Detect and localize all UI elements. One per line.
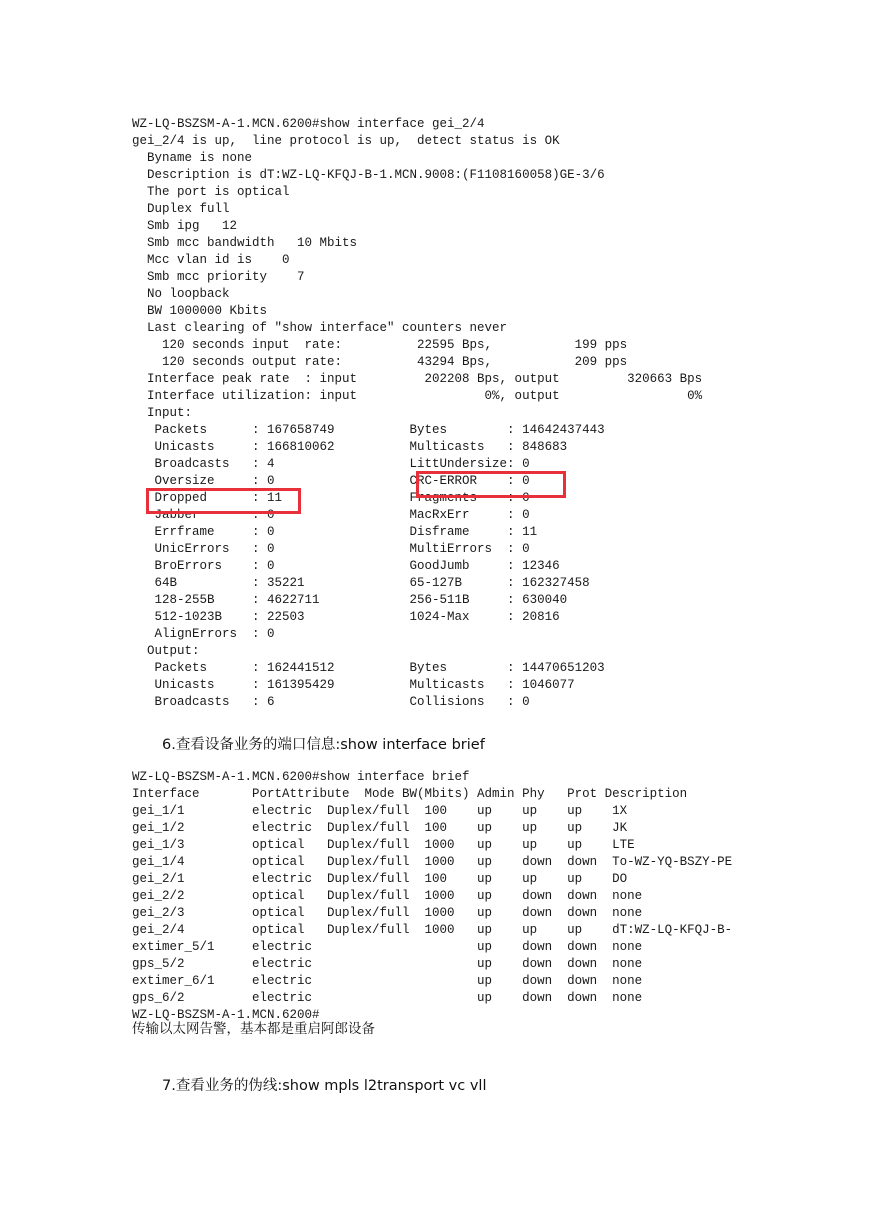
crc-error-highlight-box bbox=[416, 471, 566, 498]
terminal-line: gei_2/4 is up, line protocol is up, detect status is OK bbox=[132, 134, 560, 148]
terminal-line: Interface PortAttribute Mode BW(Mbits) Admin Phy Prot Description bbox=[132, 787, 688, 801]
show-interface-output bbox=[132, 116, 702, 711]
terminal-line: Mcc vlan id is 0 bbox=[132, 253, 290, 267]
terminal-line: gps_6/2 electric up down down none bbox=[132, 991, 643, 1005]
terminal-line: The port is optical bbox=[132, 185, 290, 199]
terminal-line: WZ-LQ-BSZSM-A-1.MCN.6200#show interface brief bbox=[132, 770, 470, 784]
terminal-line: Dropped : 11 Fragments : 0 bbox=[132, 491, 530, 505]
terminal-line: 128-255B : 4622711 256-511B : 630040 bbox=[132, 593, 568, 607]
terminal-line: Oversize : 0 CRC-ERROR : 0 bbox=[132, 474, 530, 488]
step-7-heading: 7.查看业务的伪线:show mpls l2transport vc vll bbox=[162, 1078, 487, 1094]
terminal-line: WZ-LQ-BSZSM-A-1.MCN.6200#show interface gei_2/4 bbox=[132, 117, 485, 131]
terminal-line: 120 seconds input rate: 22595 Bps, 199 pps bbox=[132, 338, 628, 352]
terminal-line: No loopback bbox=[132, 287, 230, 301]
terminal-line: Smb mcc bandwidth 10 Mbits bbox=[132, 236, 358, 250]
terminal-line: Interface utilization: input 0%, output 0% bbox=[132, 389, 703, 403]
terminal-line: BroErrors : 0 GoodJumb : 12346 bbox=[132, 559, 560, 573]
terminal-line: gei_2/3 optical Duplex/full 1000 up down down none bbox=[132, 906, 643, 920]
terminal-line: Broadcasts : 4 LittUndersize: 0 bbox=[132, 457, 530, 471]
show-interface-brief-output bbox=[132, 769, 733, 1022]
terminal-line: Last clearing of "show interface" counters never bbox=[132, 321, 508, 335]
terminal-line: gps_5/2 electric up down down none bbox=[132, 957, 643, 971]
terminal-line: Unicasts : 161395429 Multicasts : 1046077 bbox=[132, 678, 575, 692]
terminal-line: 64B : 35221 65-127B : 162327458 bbox=[132, 576, 590, 590]
terminal-line: Byname is none bbox=[132, 151, 253, 165]
terminal-line: Smb mcc priority 7 bbox=[132, 270, 305, 284]
terminal-line: 120 seconds output rate: 43294 Bps, 209 pps bbox=[132, 355, 628, 369]
terminal-line: extimer_5/1 electric up down down none bbox=[132, 940, 643, 954]
terminal-line: gei_2/4 optical Duplex/full 1000 up up up dT:WZ-LQ-KFQJ-B- bbox=[132, 923, 733, 937]
terminal-line: Errframe : 0 Disframe : 11 bbox=[132, 525, 538, 539]
terminal-line: Description is dT:WZ-LQ-KFQJ-B-1.MCN.9008:(F1108160058)GE-3/6 bbox=[132, 168, 605, 182]
terminal-line: Packets : 162441512 Bytes : 14470651203 bbox=[132, 661, 605, 675]
terminal-line: UnicErrors : 0 MultiErrors : 0 bbox=[132, 542, 530, 556]
terminal-line: Jabber : 0 MacRxErr : 0 bbox=[132, 508, 530, 522]
terminal-line: extimer_6/1 electric up down down none bbox=[132, 974, 643, 988]
terminal-line: Output: bbox=[132, 644, 200, 658]
terminal-line: AlignErrors : 0 bbox=[132, 627, 275, 641]
terminal-line: Input: bbox=[132, 406, 193, 420]
terminal-line: Unicasts : 166810062 Multicasts : 848683 bbox=[132, 440, 568, 454]
terminal-line: Smb ipg 12 bbox=[132, 219, 238, 233]
alarm-note: 传输以太网告警，基本都是重启阿郎设备 bbox=[132, 1021, 375, 1037]
terminal-line: gei_2/2 optical Duplex/full 1000 up down down none bbox=[132, 889, 643, 903]
step-6-heading: 6.查看设备业务的端口信息:show interface brief bbox=[162, 737, 485, 753]
terminal-line: Interface peak rate : input 202208 Bps, output 320663 Bps bbox=[132, 372, 703, 386]
terminal-prompt-line: WZ-LQ-BSZSM-A-1.MCN.6200# bbox=[132, 1008, 320, 1022]
terminal-line: gei_1/1 electric Duplex/full 100 up up up 1X bbox=[132, 804, 628, 818]
terminal-line: BW 1000000 Kbits bbox=[132, 304, 268, 318]
dropped-highlight-box bbox=[146, 488, 301, 514]
terminal-line: gei_1/2 electric Duplex/full 100 up up up JK bbox=[132, 821, 628, 835]
terminal-line: 512-1023B : 22503 1024-Max : 20816 bbox=[132, 610, 560, 624]
terminal-line: gei_1/3 optical Duplex/full 1000 up up up LTE bbox=[132, 838, 635, 852]
terminal-line: Broadcasts : 6 Collisions : 0 bbox=[132, 695, 530, 709]
terminal-line: Packets : 167658749 Bytes : 14642437443 bbox=[132, 423, 605, 437]
terminal-line: gei_1/4 optical Duplex/full 1000 up down down To-WZ-YQ-BSZY-PE bbox=[132, 855, 733, 869]
terminal-line: gei_2/1 electric Duplex/full 100 up up up DO bbox=[132, 872, 628, 886]
terminal-line: Duplex full bbox=[132, 202, 230, 216]
